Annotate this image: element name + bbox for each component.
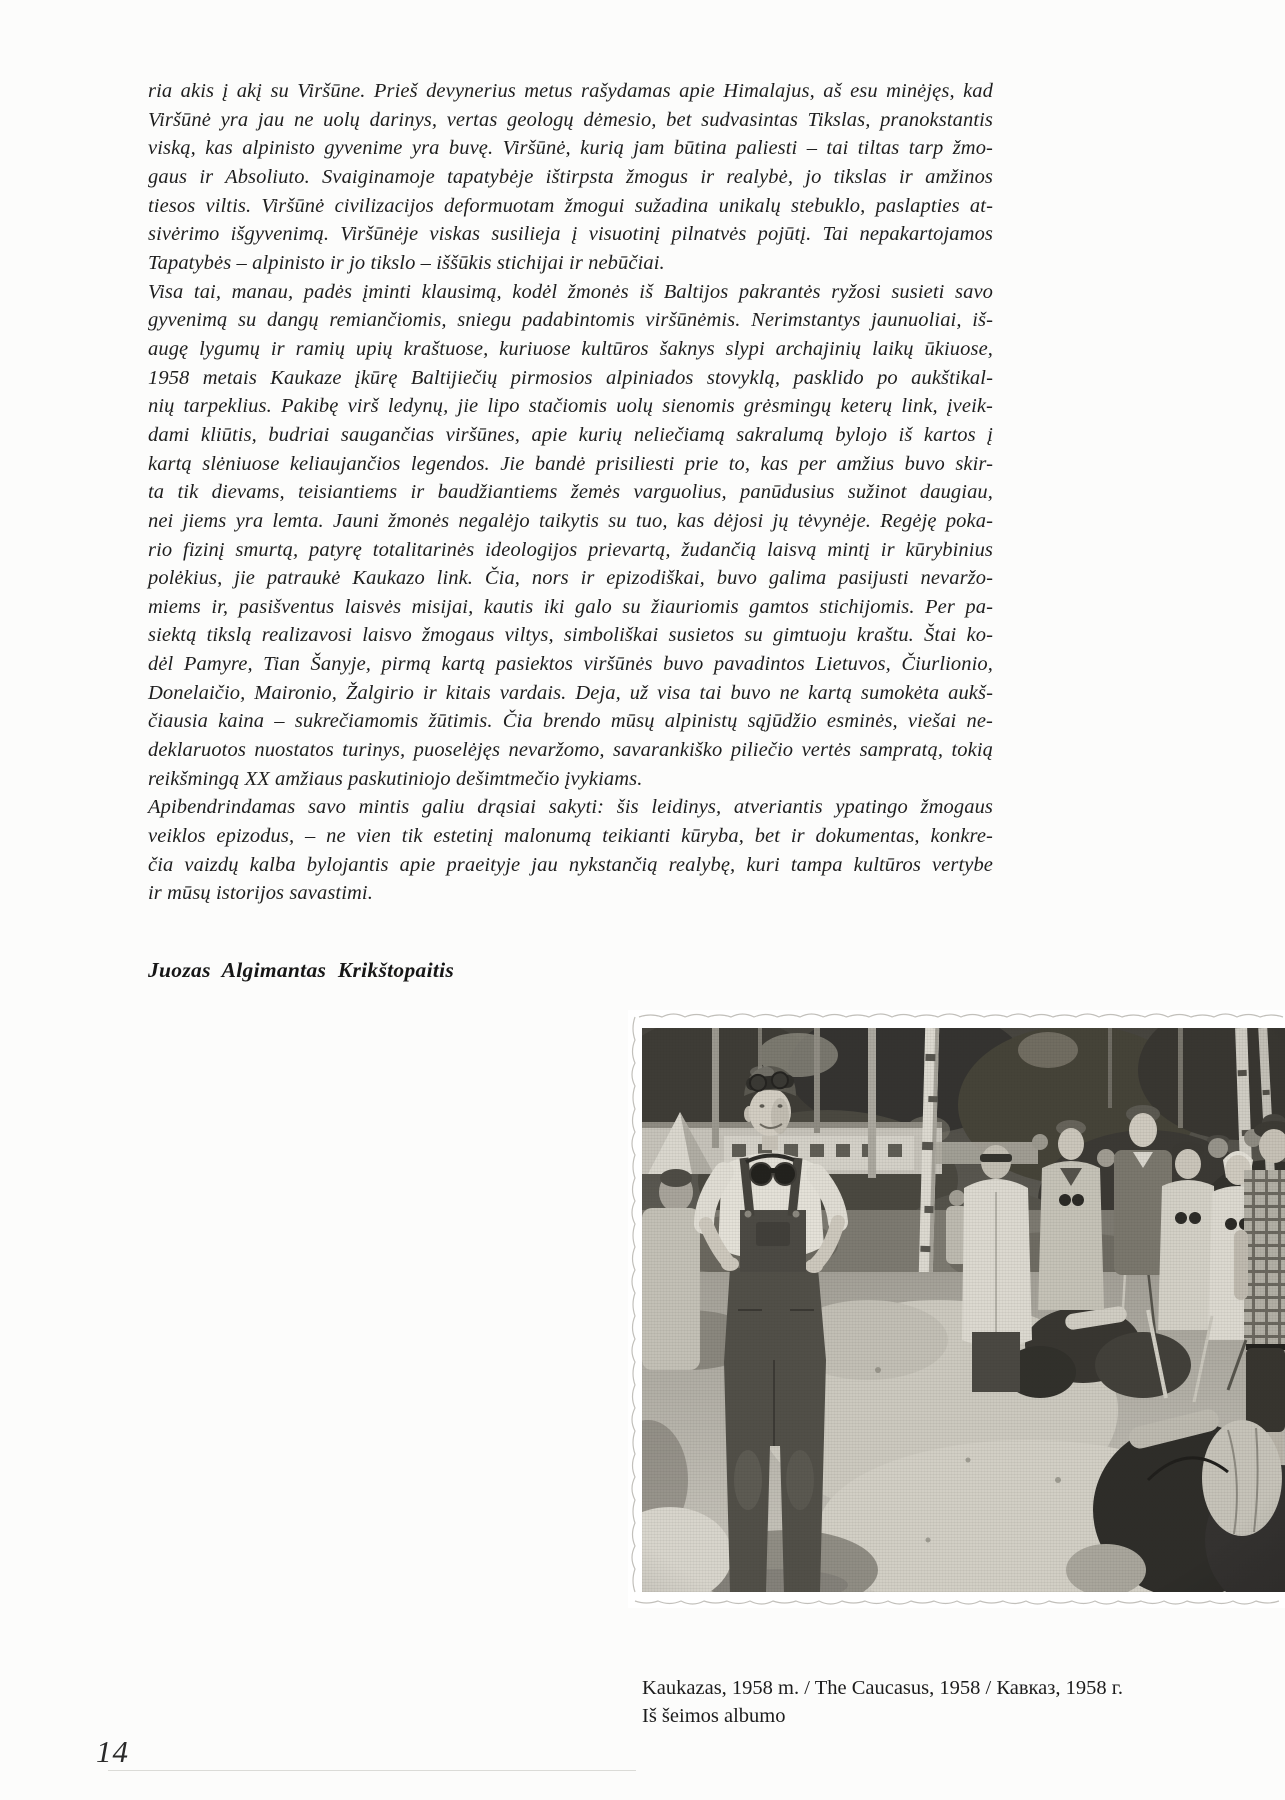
text-line: ria akis į akį su Viršūne. Prieš devynerius metus rašydamas apie Himalajus, aš esu minėjęs, kad [148,80,993,102]
paragraphs [148,77,993,908]
text-line: viską, kas alpinisto gyvenime yra buvę. Viršūnė, kurią jam būtina paliesti – tai tiltas tarp žmo- [148,137,993,160]
text-line: kartą slėniuose keliaujančios legendos. Jie bandė prisiliesti prie to, kas per amžius buvo skir- [148,452,993,475]
text-line: dami kliūtis, budriai saugančias viršūnes, apie kurių neliečiamą sakralumą bylojo iš kartos į [148,423,993,446]
text-line: sivėrimo išgyvenimą. Viršūnėje viskas susilieja į visuotinį pilnatvės pojūtį. Tai nepakartojamos [148,223,993,246]
photo-caption [642,1676,1202,1729]
text-line: čia vaizdų kalba bylojantis apie praeityje jau nykstančią realybę, kuri tampa kultūros vertybe [148,853,993,876]
text-line: Tapatybės – alpinisto ir jo tikslo – iššūkis stichijai ir nebūčiai. [148,251,665,274]
text-line: deklaruotos nuostatos turinys, puoselėjęs nevaržomo, savarankiško piliečio vertės sampratą, tokią [148,739,993,762]
author-name: Juozas Algimantas Krikštopaitis [148,958,455,983]
text-line: 1958 metais Kaukaze įkūrę Baltijiečių pirmosios alpiniados stovyklą, pasklido po aukštikal- [148,366,993,389]
text-line: veiklos epizodus, – ne vien tik estetinį malonumą teikianti kūryba, bet ir dokumentas, konkre- [148,825,993,848]
text-line: Apibendrindamas savo mintis galiu drąsiai sakyti: šis leidinys, atveriantis ypatingo žmogaus [148,796,993,819]
text-line: tiesos viltis. Viršūnė civilizacijos deformuotam žmogui sužadina unikalų stebuklo, paslapties at- [148,194,993,217]
text-line: miems ir, pasišventus laisvės misijai, kautis iki galo su žiauriomis gamtos stichijomis. Per pa- [148,595,993,618]
text-line: rio fizinį smurtą, patyrę totalitarinės ideologijos prievartą, žudančią laisvą mintį ir kūrybinius [148,538,993,561]
photograph [628,1010,1285,1608]
photo-caption-line2: Iš šeimos albumo [642,1705,786,1727]
text-line: nei jiems yra lemta. Jauni žmonės negalėjo taikytis su tuo, kas dėjosi jų tėvynėje. Regėję poka- [148,509,993,532]
text-line: augę lygumų ir ramių upių kraštuose, kuriuose kultūros šaknys slypi archajinių laikų ūkiuose, [148,337,993,360]
photo-caption-line1: Kaukazas, 1958 m. / The Caucasus, 1958 / Кавказ, 1958 г. [642,1677,1123,1699]
text-line: čiausia kaina – sukrečiamomis žūtimis. Čia brendo mūsų alpinistų sąjūdžio esminės, viešai ne- [148,710,993,733]
text-line: gyvenimą su dangų remiančiomis, sniegu padabintomis viršūnėmis. Nerimstantys jaunuoliai, iš- [148,309,993,332]
body-text [148,77,993,985]
text-line: Viršūnė yra jau ne uolų darinys, vertas geologų dėmesio, bet sudvasintas Tikslas, pranokstantis [148,108,993,131]
text-line: Donelaičio, Maironio, Žalgirio ir kitais vardais. Deja, už visa tai buvo ne kartą sumokėta aukš- [148,681,993,704]
page-number: 14 [96,1734,129,1769]
text-line: nių tarpeklius. Pakibę virš ledynų, jie lipo stačiomis uolų sienomis grėsmingų keterų link, įveik- [148,395,993,418]
text-line: reikšmingą XX amžiaus paskutiniojo dešimtmečio įvykiams. [148,767,643,790]
page-bottom-edge-line [108,1770,636,1771]
text-line: dėl Pamyre, Tian Šanyje, pirmą kartą pasiektos viršūnės buvo pavadintos Lietuvos, Čiurlionio, [148,653,993,676]
text-line: polėkius, jie patraukė Kaukazo link. Čia, nors ir epizodiškai, buvo galima pasijusti nevaržo- [148,567,993,590]
text-line: Visa tai, manau, padės įminti klausimą, kodėl žmonės iš Baltijos pakrantės ryžosi susieti savo [148,280,993,303]
photo-image [628,1010,1285,1608]
text-line: ta tik dievams, teisiantiems ir baudžiantiems žemės varguolius, panūdusius sužinot daugiau, [148,481,993,504]
text-line: ir mūsų istorijos savastimi. [148,882,373,905]
text-line: gaus ir Absoliuto. Svaiginamoje tapatybėje ištirpsta žmogus ir realybė, jo tikslas ir amžinos [148,165,993,188]
text-line: siektą tikslą realizavosi laisvo žmogaus viltys, simboliškai susietos su gimtuoju kraštu. Štai ko- [148,624,993,647]
